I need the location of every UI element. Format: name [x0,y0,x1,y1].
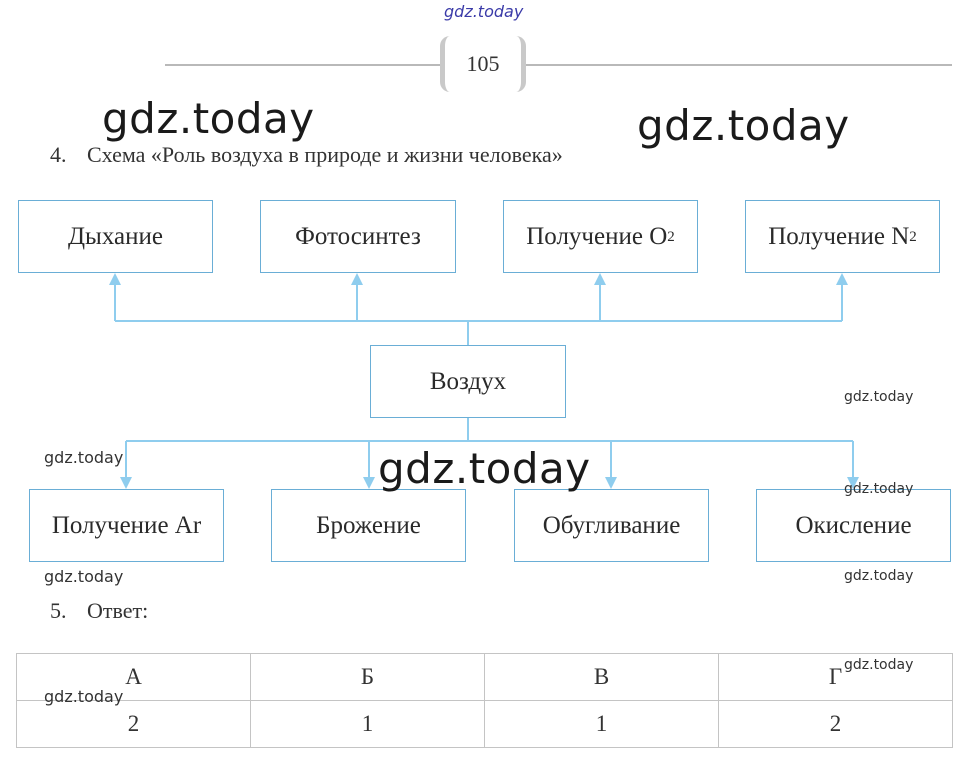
box-label: Воздух [429,367,507,395]
table-cell: 1 [485,701,719,748]
box-poluchenie-ar [29,489,224,562]
watermark: gdz.today [844,389,914,405]
arrowhead [120,477,132,489]
table-header-cell: Б [251,654,485,701]
arrowhead [109,273,121,285]
task-4-number: 4. [50,142,67,167]
box-label: Брожение [316,511,421,539]
page-number: 105 [440,36,526,92]
arrowhead [836,273,848,285]
watermark: gdz.today [637,101,850,150]
box-label: Дыхание [68,222,163,250]
watermark: gdz.today [844,481,914,497]
table-cell: 2 [17,701,251,748]
box-label: Окисление [795,511,912,539]
watermark: gdz.today [102,94,315,143]
watermark: gdz.today [444,2,524,21]
box-poluchenie-n2: Получение N 2 [745,200,940,273]
watermark: gdz.today [844,568,914,584]
watermark: gdz.today [44,567,124,586]
box-label: Получение Ar [51,511,202,539]
box-dykhanie [18,200,213,273]
arrowhead [363,477,375,489]
arrowhead [351,273,363,285]
arrowhead [594,273,606,285]
table-cell: 1 [251,701,485,748]
table-header-cell: А [17,654,251,701]
watermark: gdz.today [44,448,124,467]
box-brozhenie [271,489,466,562]
box-fotosintez [260,200,456,273]
box-okislenie [756,489,951,562]
table-cell: 2 [719,701,953,748]
table-header-row [17,654,953,701]
arrowhead [605,477,617,489]
watermark: gdz.today [44,687,124,706]
table-header-cell: В [485,654,719,701]
task-5-number: 5. [50,598,67,623]
table-header-cell: Г [719,654,953,701]
task-5-title: Ответ: [87,598,149,623]
task-4-title: Схема «Роль воздуха в природе и жизни человека» [87,142,563,167]
box-label: Получение N [768,222,910,250]
box-label: Получение O [526,222,668,250]
box-poluchenie-o2: Получение O 2 [503,200,698,273]
box-vozdukh [370,345,566,418]
answer-table [16,653,953,748]
box-label: Обугливание [542,511,681,539]
watermark: gdz.today [378,444,591,493]
box-label: Фотосинтез [295,222,421,250]
watermark: gdz.today [844,657,914,673]
box-obuglivanie [514,489,709,562]
table-row [17,701,953,748]
